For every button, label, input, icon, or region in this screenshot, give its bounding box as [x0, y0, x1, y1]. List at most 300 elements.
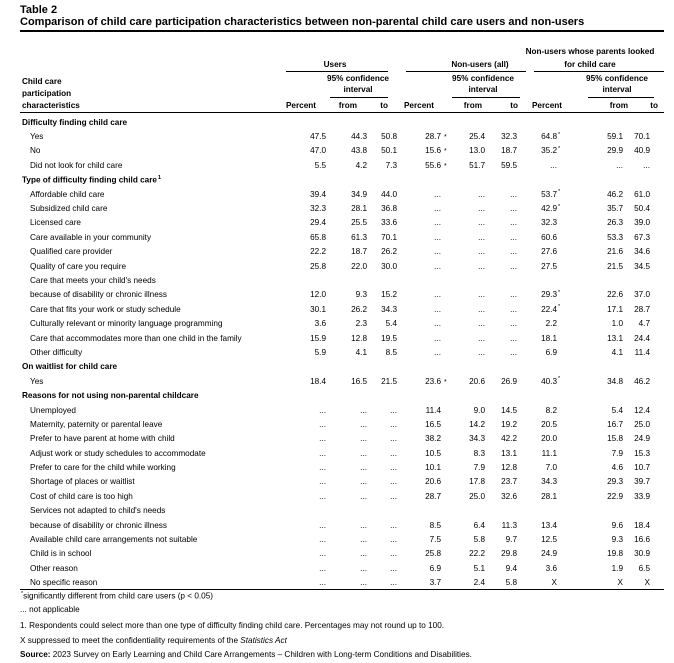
- nonusers-to-cell: ...: [510, 290, 517, 300]
- table-row: [20, 446, 650, 460]
- row-label-header-1: Child care: [22, 77, 62, 86]
- looked-percent-cell: 27.6: [541, 247, 557, 257]
- nonusers-significance-mark: *: [444, 134, 447, 142]
- users-from-cell: ...: [360, 520, 367, 530]
- users-to-cell: 5.4: [385, 319, 397, 329]
- users-to-cell: ...: [390, 520, 397, 530]
- nonusers-significance-mark: *: [444, 148, 447, 156]
- users-to-cell: ...: [390, 578, 397, 588]
- users-to-cell: 21.5: [381, 376, 397, 386]
- nonusers-from-cell: 6.4: [473, 520, 485, 530]
- looked-percent-cell: X: [551, 578, 557, 588]
- table-row: [20, 374, 650, 388]
- nonusers-from-cell: ...: [478, 204, 485, 214]
- row-label: [20, 504, 288, 518]
- nonusers-from-cell: 25.0: [469, 491, 485, 501]
- section-row: [20, 115, 650, 129]
- looked-significance: [557, 288, 567, 302]
- looked-to-cell: 70.1: [634, 132, 650, 142]
- nonusers-to-cell: 13.1: [501, 448, 517, 458]
- looked-significance: [557, 144, 567, 158]
- nonusers-percent-cell: 55.6: [425, 160, 441, 170]
- row-label-text: Licensed care: [30, 218, 81, 228]
- row-label-text: Other reason: [30, 563, 78, 573]
- nonusers-significance: [441, 302, 451, 316]
- nonusers-percent-cell: 6.9: [429, 563, 441, 573]
- users-from-cell: 44.3: [351, 132, 367, 142]
- row-label: [20, 331, 288, 345]
- users-from-cell: 61.3: [351, 232, 367, 242]
- users-percent-cell: 3.6: [314, 319, 326, 329]
- nonusers-all-group-header: Non-users (all): [451, 60, 509, 69]
- users-to-cell: 36.8: [381, 204, 397, 214]
- looked-significance-mark: *: [558, 304, 561, 311]
- users-to-cell: ...: [390, 549, 397, 559]
- users-from-cell: ...: [360, 578, 367, 588]
- looked-to-cell: 33.9: [634, 491, 650, 501]
- users-percent-cell: 65.8: [310, 232, 326, 242]
- looked-from-cell: 15.8: [607, 434, 623, 444]
- looked-ci-rule: [588, 97, 654, 98]
- users-to-cell: 26.2: [381, 247, 397, 257]
- users-percent-cell: ...: [319, 405, 326, 415]
- nonusers-from-cell: ...: [478, 304, 485, 314]
- looked-significance: [557, 417, 567, 431]
- users-from-cell: ...: [360, 549, 367, 559]
- looked-percent-cell: 24.9: [541, 549, 557, 559]
- table-row: [20, 345, 650, 359]
- looked-percent-cell: 12.5: [541, 535, 557, 545]
- nonusers-significance: [441, 216, 451, 230]
- nonusers-percent-cell: 10.1: [425, 463, 441, 473]
- users-to-cell: 19.5: [381, 333, 397, 343]
- looked-to-cell: 40.9: [634, 146, 650, 156]
- nonusers-ci-header-1: 95% confidence: [452, 74, 514, 83]
- row-label-text: Prefer to have parent at home with child: [30, 434, 175, 444]
- nonusers-from-cell: 22.2: [469, 549, 485, 559]
- users-percent-cell: ...: [319, 563, 326, 573]
- looked-group-rule: [534, 71, 664, 72]
- looked-to-cell: 34.5: [634, 261, 650, 271]
- table-row: [20, 504, 650, 518]
- nonusers-significance: [441, 475, 451, 489]
- looked-from-cell: 59.1: [607, 132, 623, 142]
- nonusers-ci-rule: [452, 97, 520, 98]
- nonusers-to-cell: 12.8: [501, 463, 517, 473]
- looked-to-cell: 50.4: [634, 204, 650, 214]
- nonusers-significance: [441, 345, 451, 359]
- looked-to-cell: 39.7: [634, 477, 650, 487]
- nonusers-from-cell: 34.3: [469, 434, 485, 444]
- users-to-cell: 30.0: [381, 261, 397, 271]
- source-text: 2023 Survey on Early Learning and Child Care Arrangements – Children with Long-term Conditions and Disabilities.: [50, 650, 472, 659]
- row-label-text: Subsidized child care: [30, 204, 108, 214]
- users-from-cell: 22.0: [351, 261, 367, 271]
- looked-to-cell: 11.4: [634, 347, 650, 357]
- section-row: [20, 388, 650, 402]
- looked-from-cell: 4.6: [611, 463, 623, 473]
- section-heading: [20, 388, 288, 402]
- nonusers-from-cell: 7.9: [473, 463, 485, 473]
- users-from-cell: 26.2: [351, 304, 367, 314]
- looked-to-cell: 25.0: [634, 419, 650, 429]
- nonusers-to-cell: 29.8: [501, 549, 517, 559]
- looked-percent-cell: 32.3: [541, 218, 557, 228]
- row-label-text: Did not look for child care: [30, 160, 123, 170]
- nonusers-percent-cell: ...: [434, 247, 441, 257]
- nonusers-percent-cell: ...: [434, 290, 441, 300]
- nonusers-to-cell: ...: [510, 218, 517, 228]
- looked-from-cell: 17.1: [607, 304, 623, 314]
- looked-significance: [557, 316, 567, 330]
- looked-to-cell: 10.7: [634, 463, 650, 473]
- looked-from-cell: 5.4: [611, 405, 623, 415]
- nonusers-percent-cell: 3.7: [429, 578, 441, 588]
- looked-percent-cell: 29.3: [541, 290, 557, 300]
- row-label: [20, 273, 288, 287]
- looked-significance: [557, 475, 567, 489]
- row-label: [20, 532, 288, 546]
- nonusers-percent-cell: 8.5: [429, 520, 441, 530]
- looked-to-cell: 15.3: [634, 448, 650, 458]
- footnote-ref: 1: [157, 174, 162, 181]
- nonusers-significance: [441, 532, 451, 546]
- looked-significance-mark: *: [558, 146, 561, 153]
- users-percent-cell: ...: [319, 578, 326, 588]
- nonusers-to-cell: 59.5: [501, 160, 517, 170]
- looked-from-cell: 9.6: [611, 520, 623, 530]
- nonusers-significance-mark: *: [444, 162, 447, 170]
- looked-to-cell: 61.0: [634, 189, 650, 199]
- empty-cells: [288, 273, 650, 287]
- looked-ci-header-1: 95% confidence: [586, 74, 648, 83]
- users-percent-cell: 12.0: [310, 290, 326, 300]
- section-heading: [20, 115, 288, 129]
- users-percent-cell: 29.4: [310, 218, 326, 228]
- row-label: [20, 158, 288, 172]
- nonusers-from-cell: 2.4: [473, 578, 485, 588]
- users-from-cell: 2.3: [355, 319, 367, 329]
- looked-percent-cell: 11.1: [541, 448, 557, 458]
- nonusers-from-cell: ...: [478, 319, 485, 329]
- nonusers-to-cell: ...: [510, 189, 517, 199]
- users-to-cell: 50.8: [381, 132, 397, 142]
- statistics-act: Statistics Act: [240, 636, 287, 645]
- row-label-text: Maternity, paternity or parental leave: [30, 419, 163, 429]
- row-label: [20, 187, 288, 201]
- nonusers-percent-cell: ...: [434, 261, 441, 271]
- row-label-text: Yes: [30, 376, 44, 386]
- row-label-header-3: characteristics: [22, 101, 80, 110]
- row-label-text: Shortage of places or waitlist: [30, 477, 135, 487]
- nonusers-looked-header-2: for child care: [564, 60, 616, 69]
- users-from-cell: ...: [360, 434, 367, 444]
- row-label: [20, 201, 288, 215]
- users-percent-cell: 5.5: [314, 160, 326, 170]
- users-ci-header-1: 95% confidence: [327, 74, 389, 83]
- footnote-suppressed: [20, 636, 287, 645]
- row-label-text: No: [30, 146, 41, 156]
- nonusers-percent-cell: ...: [434, 347, 441, 357]
- nonusers-percent-cell: 38.2: [425, 434, 441, 444]
- looked-from-cell: X: [617, 578, 623, 588]
- nonusers-percent-cell: ...: [434, 333, 441, 343]
- looked-significance: [557, 331, 567, 345]
- row-label-text: Quality of care you require: [30, 261, 127, 271]
- nonusers-significance: [441, 158, 451, 172]
- looked-significance: [557, 561, 567, 575]
- looked-percent-cell: 2.2: [545, 319, 557, 329]
- nonusers-from-header: from: [463, 101, 482, 110]
- nonusers-from-cell: ...: [478, 189, 485, 199]
- nonusers-percent-cell: 16.5: [425, 419, 441, 429]
- nonusers-from-cell: 25.4: [469, 132, 485, 142]
- looked-percent-cell: 27.5: [541, 261, 557, 271]
- users-group-header: Users: [323, 60, 347, 69]
- row-label-text: Qualified care provider: [30, 247, 113, 257]
- users-from-cell: 28.1: [351, 204, 367, 214]
- section-heading: [20, 360, 288, 374]
- nonusers-to-cell: ...: [510, 319, 517, 329]
- looked-percent-cell: 6.9: [545, 347, 557, 357]
- looked-percent-cell: 53.7: [541, 189, 557, 199]
- table-title: Comparison of child care participation characteristics between non-parental child care users and non-users: [20, 16, 585, 28]
- nonusers-significance: [441, 403, 451, 417]
- looked-significance: [557, 302, 567, 316]
- row-label: [20, 345, 288, 359]
- users-to-header: to: [380, 101, 388, 110]
- nonusers-from-cell: 5.8: [473, 535, 485, 545]
- row-label-text: Care that accommodates more than one child in the family: [30, 333, 242, 343]
- looked-significance: [557, 230, 567, 244]
- nonusers-significance: [441, 576, 451, 590]
- looked-from-cell: 53.3: [607, 232, 623, 242]
- looked-from-cell: ...: [616, 160, 623, 170]
- users-percent-cell: 47.0: [310, 146, 326, 156]
- nonusers-percent-header: Percent: [403, 101, 434, 110]
- row-label-text: Yes: [30, 132, 44, 142]
- looked-from-cell: 1.0: [611, 319, 623, 329]
- row-label: [20, 417, 288, 431]
- nonusers-significance: [441, 446, 451, 460]
- looked-from-cell: 9.3: [611, 535, 623, 545]
- users-from-cell: ...: [360, 491, 367, 501]
- row-label-text: No specific reason: [30, 578, 98, 588]
- nonusers-significance: [441, 288, 451, 302]
- looked-to-cell: 4.7: [638, 319, 650, 329]
- section-heading: [20, 173, 288, 187]
- table-row: [20, 216, 650, 230]
- row-label: [20, 374, 288, 388]
- nonusers-to-cell: ...: [510, 232, 517, 242]
- users-percent-cell: ...: [319, 535, 326, 545]
- table-row: [20, 245, 650, 259]
- row-label: [20, 230, 288, 244]
- users-percent-cell: ...: [319, 463, 326, 473]
- table-row: [20, 460, 650, 474]
- row-label: [20, 518, 288, 532]
- row-label: [20, 129, 288, 143]
- table-row: [20, 230, 650, 244]
- nonusers-percent-cell: 20.6: [425, 477, 441, 487]
- looked-significance: [557, 489, 567, 503]
- looked-to-cell: 24.9: [634, 434, 650, 444]
- looked-from-cell: 34.8: [607, 376, 623, 386]
- row-label: [20, 144, 288, 158]
- table-row: [20, 561, 650, 575]
- looked-from-cell: 21.6: [607, 247, 623, 257]
- row-label: [20, 576, 288, 590]
- looked-significance: [557, 216, 567, 230]
- nonusers-to-cell: 32.3: [501, 132, 517, 142]
- table-row: [20, 518, 650, 532]
- row-label: [20, 547, 288, 561]
- looked-to-cell: 67.3: [634, 232, 650, 242]
- nonusers-percent-cell: ...: [434, 304, 441, 314]
- nonusers-to-cell: 19.2: [501, 419, 517, 429]
- empty-cells: [288, 360, 650, 374]
- users-ci-rule: [330, 97, 388, 98]
- footnote-star: *: [21, 591, 24, 597]
- users-to-cell: ...: [390, 434, 397, 444]
- users-from-cell: 9.3: [355, 290, 367, 300]
- row-label-text: Difficulty finding child care: [22, 117, 128, 127]
- users-percent-header: Percent: [285, 101, 316, 110]
- users-percent-cell: 22.2: [310, 247, 326, 257]
- row-label-text: Services not adapted to child's needs: [30, 506, 166, 516]
- row-label-text: Culturally relevant or minority language programming: [30, 319, 223, 329]
- row-label-text: Other difficulty: [30, 347, 83, 357]
- nonusers-from-cell: ...: [478, 261, 485, 271]
- nonusers-from-cell: 20.6: [469, 376, 485, 386]
- looked-percent-cell: 18.1: [541, 333, 557, 343]
- users-percent-cell: 30.1: [310, 304, 326, 314]
- users-from-cell: 34.9: [351, 189, 367, 199]
- table-row: [20, 144, 650, 158]
- row-label-text: because of disability or chronic illness: [30, 290, 167, 300]
- table-row: [20, 475, 650, 489]
- nonusers-to-header: to: [510, 101, 518, 110]
- looked-to-cell: 34.6: [634, 247, 650, 257]
- nonusers-to-cell: 11.3: [501, 520, 517, 530]
- looked-from-cell: 29.3: [607, 477, 623, 487]
- row-label: [20, 475, 288, 489]
- row-label-text: Type of difficulty finding child care: [22, 175, 157, 185]
- footnote-not-applicable: ... not applicable: [20, 605, 80, 614]
- users-to-cell: ...: [390, 419, 397, 429]
- looked-percent-cell: 20.5: [541, 419, 557, 429]
- nonusers-significance: [441, 460, 451, 474]
- nonusers-ci-header-2: interval: [468, 85, 498, 94]
- looked-from-cell: 1.9: [611, 563, 623, 573]
- empty-cells: [288, 115, 650, 129]
- nonusers-from-cell: ...: [478, 232, 485, 242]
- looked-to-cell: 16.6: [634, 535, 650, 545]
- users-percent-cell: ...: [319, 549, 326, 559]
- nonusers-percent-cell: 28.7: [425, 491, 441, 501]
- row-label-text: Prefer to care for the child while working: [30, 463, 176, 473]
- nonusers-percent-cell: 10.5: [425, 448, 441, 458]
- users-group-rule: [286, 71, 388, 72]
- nonusers-significance: [441, 417, 451, 431]
- data-table: [20, 115, 650, 590]
- footnote-suppressed-text: X suppressed to meet the confidentiality requirements of the: [20, 636, 241, 645]
- looked-significance-mark: *: [558, 131, 561, 138]
- looked-significance: [557, 345, 567, 359]
- table-row: [20, 158, 650, 172]
- table-row: [20, 532, 650, 546]
- looked-from-cell: 21.5: [607, 261, 623, 271]
- looked-significance: [557, 403, 567, 417]
- section-row: [20, 173, 650, 187]
- top-rule: [20, 30, 664, 32]
- row-label: [20, 245, 288, 259]
- row-label: [20, 446, 288, 460]
- looked-to-cell: 24.4: [634, 333, 650, 343]
- looked-significance: [557, 129, 567, 143]
- users-percent-cell: ...: [319, 434, 326, 444]
- looked-significance: [557, 201, 567, 215]
- looked-percent-header: Percent: [531, 101, 562, 110]
- looked-significance-mark: *: [558, 290, 561, 297]
- nonusers-significance: [441, 316, 451, 330]
- users-percent-cell: 18.4: [310, 376, 326, 386]
- users-to-cell: ...: [390, 491, 397, 501]
- users-from-cell: ...: [360, 477, 367, 487]
- source-note: [20, 650, 472, 659]
- looked-to-cell: 18.4: [634, 520, 650, 530]
- row-label-header-2: participation: [22, 89, 72, 98]
- nonusers-significance: [441, 374, 451, 388]
- looked-from-cell: 35.7: [607, 204, 623, 214]
- table-row: [20, 259, 650, 273]
- nonusers-percent-cell: ...: [434, 204, 441, 214]
- looked-significance: [557, 532, 567, 546]
- users-to-cell: 70.1: [381, 232, 397, 242]
- looked-percent-cell: 34.3: [541, 477, 557, 487]
- looked-percent-cell: ...: [550, 160, 557, 170]
- source-label: Source:: [20, 650, 51, 659]
- row-label: [20, 216, 288, 230]
- users-from-cell: ...: [360, 463, 367, 473]
- users-percent-cell: 15.9: [310, 333, 326, 343]
- nonusers-to-cell: 5.8: [505, 578, 517, 588]
- looked-from-cell: 4.1: [611, 347, 623, 357]
- users-percent-cell: ...: [319, 491, 326, 501]
- nonusers-from-cell: ...: [478, 333, 485, 343]
- nonusers-to-cell: 18.7: [501, 146, 517, 156]
- table-row: [20, 417, 650, 431]
- looked-to-cell: ...: [643, 160, 650, 170]
- users-percent-cell: ...: [319, 520, 326, 530]
- row-label-text: Reasons for not using non-parental childcare: [22, 391, 199, 401]
- header-bottom-rule: [20, 112, 664, 113]
- users-percent-cell: ...: [319, 448, 326, 458]
- users-from-cell: 25.5: [351, 218, 367, 228]
- looked-percent-cell: 42.9: [541, 204, 557, 214]
- nonusers-to-cell: ...: [510, 347, 517, 357]
- looked-to-header: to: [650, 101, 658, 110]
- looked-from-header: from: [609, 101, 628, 110]
- nonusers-significance: [441, 230, 451, 244]
- table-row: [20, 489, 650, 503]
- row-label: [20, 316, 288, 330]
- nonusers-significance: [441, 144, 451, 158]
- table-row: [20, 432, 650, 446]
- users-from-cell: ...: [360, 405, 367, 415]
- looked-percent-cell: 20.0: [541, 434, 557, 444]
- empty-cells: [288, 388, 650, 402]
